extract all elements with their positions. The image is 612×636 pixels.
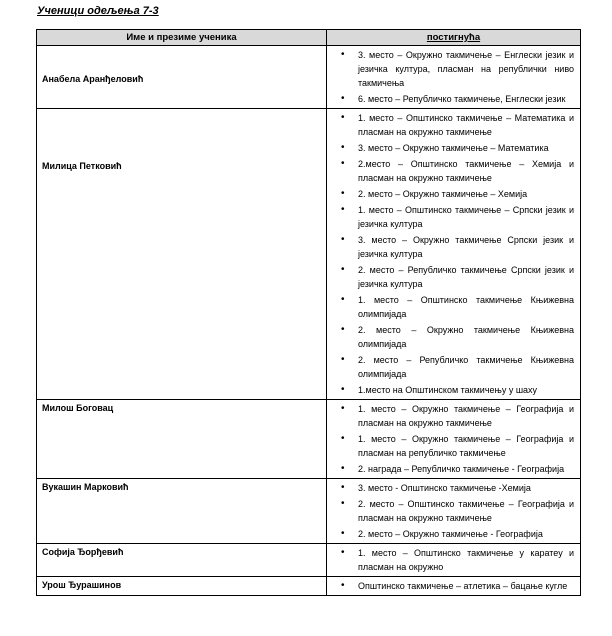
column-header-achievements: постигнућа (327, 30, 581, 46)
achievement-list (327, 402, 574, 476)
achievement-item: • 2. место – Општинско такмичење – Географија и пласман на окружно такмичење (327, 497, 574, 525)
table-row (37, 400, 581, 479)
achievement-item: • 1. место – Окружно такмичење – Географија и пласман на републичко такмичење (327, 432, 574, 460)
achievement-item: • 3. место – Окружно такмичење – Енглески језик и језичка култура, пласман на републички ниво такмичења (327, 48, 574, 90)
achievement-item: • 3. место – Окружно такмичење – Математика (327, 141, 574, 155)
student-name: Вукашин Марковић (37, 479, 327, 544)
achievement-item: • 1. место – Општинско такмичење у каратеу и пласман на окружно (327, 546, 574, 574)
achievement-item: • 2. награда – Републичко такмичење - Географија (327, 462, 574, 476)
table-row (37, 544, 581, 577)
achievement-list (327, 579, 574, 593)
student-name: Урош Ђурашинов (37, 577, 327, 596)
achievement-item: • 2. место – Окружно такмичење - Географија (327, 527, 574, 541)
achievement-item: • 1. место – Општинско такмичење Књижевна олимпијада (327, 293, 574, 321)
achievement-item: • Општинско такмичење – атлетика – бацање кугле (327, 579, 574, 593)
header-row (37, 30, 581, 46)
achievement-item: • 3. место - Општинско такмичење -Хемија (327, 481, 574, 495)
table-row (37, 46, 581, 109)
page-heading: Ученици одељења 7-3 (37, 5, 159, 17)
table-row (37, 479, 581, 544)
student-name: Милица Петковић (37, 109, 327, 400)
achievements-cell (327, 577, 581, 596)
achievement-item: • 1. место – Општинско такмичење – Српски језик и језичка култура (327, 203, 574, 231)
achievements-cell (327, 479, 581, 544)
achievement-item: • 3. место – Окружно такмичење Српски језик и језичка култура (327, 233, 574, 261)
achievement-item: • 2. место – Окружно такмичење – Хемија (327, 187, 574, 201)
achievements-cell (327, 46, 581, 109)
achievements-cell (327, 544, 581, 577)
achievement-item: • 6. место – Републичко такмичење, Енглески језик (327, 92, 574, 106)
achievement-item: • 2. место – Републичко такмичење Српски језик и језичка култура (327, 263, 574, 291)
achievement-item: • 2. место – Републичко такмичење Књижевна олимпијада (327, 353, 574, 381)
achievement-list (327, 481, 574, 541)
table-row (37, 577, 581, 596)
column-header-name: Име и презиме ученика (37, 30, 327, 46)
achievement-item: • 2.место – Општинско такмичење – Хемија и пласман на окружно такмичење (327, 157, 574, 185)
achievements-cell (327, 400, 581, 479)
student-name: Милош Боговац (37, 400, 327, 479)
achievement-list (327, 546, 574, 574)
achievement-list (327, 111, 574, 397)
achievements-cell (327, 109, 581, 400)
achievement-item: • 1. место – Окружно такмичење – Географија и пласман на окружно такмичење (327, 402, 574, 430)
table-row (37, 109, 581, 400)
achievement-item: • 1. место – Општинско такмичење – Математика и пласман на окружно такмичење (327, 111, 574, 139)
achievement-list (327, 48, 574, 106)
achievement-item: • 2. место – Окружно такмичење Књижевна олимпијада (327, 323, 574, 351)
students-table (36, 29, 581, 596)
achievement-item: • 1.место на Општинском такмичењу у шаху (327, 383, 574, 397)
student-name: Анабела Аранђеловић (37, 46, 327, 109)
student-name: Софија Ђорђевић (37, 544, 327, 577)
